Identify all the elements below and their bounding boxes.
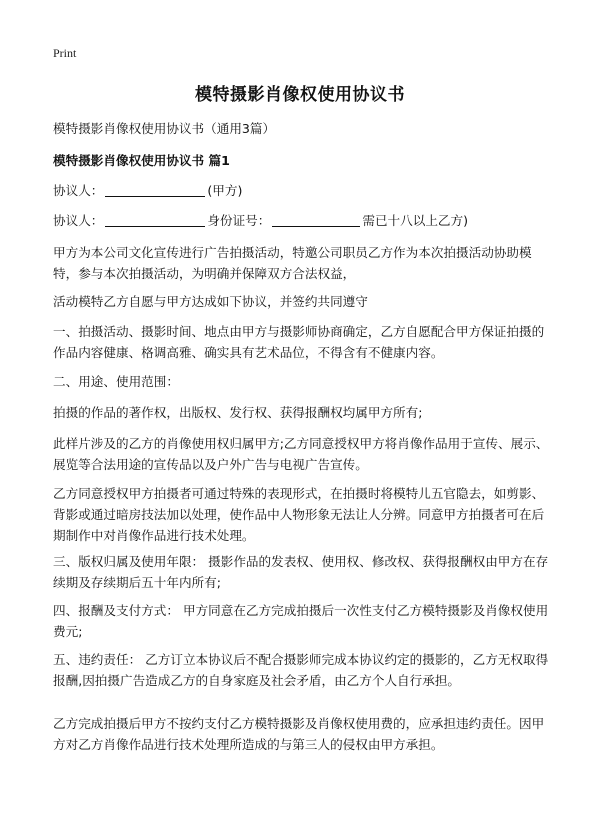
section-heading: 模特摄影肖像权使用协议书 篇1 [53,153,230,168]
party-a-label: 协议人： [53,183,104,198]
party-b-blank [105,212,205,227]
id-number-label: 身份证号： [207,213,271,228]
print-link[interactable]: Print [53,46,77,60]
party-a-suffix: (甲方) [207,183,243,198]
party-b-suffix: 需已十八以上乙方) [362,213,469,228]
paragraph-clause-3: 三、版权归属及使用年限： 摄影作品的发表权、使用权、修改权、获得报酬权由甲方在存续期及存续期后五十年内所有; [53,554,549,590]
party-a-blank [105,182,205,197]
paragraph-copyright: 拍摄的作品的著作权，出版权、发行权、获得报酬权均属甲方所有; [53,405,423,420]
party-b-label: 协议人： [53,213,104,228]
paragraph-clause-5: 五、违约责任： 乙方订立本协议后不配合摄影师完成本协议约定的摄影的，乙方无权取得报酬,因拍摄广告造成乙方的自身家庭及社会矛盾，由乙方个人自行承担。 [53,652,549,688]
document-subtitle: 模特摄影肖像权使用协议书（通用3篇） [53,121,276,136]
paragraph-portrait-rights: 此样片涉及的乙方的肖像使用权归属甲方;乙方同意授权甲方将肖像作品用于宣传、展示、展览等合法用途的宣传品以及户外广告与电视广告宣传。 [53,436,549,472]
paragraph-intro: 甲方为本公司文化宣传进行广告拍摄活动，特邀公司职员乙方作为本次拍摄活动协助模特，参与本次拍摄活动，为明确并保障双方合法权益， [53,245,532,281]
paragraph-clause-4: 四、报酬及支付方式： 甲方同意在乙方完成拍摄后一次性支付乙方模特摄影及肖像权使用费元; [53,603,549,639]
paragraph-breach: 乙方完成拍摄后甲方不按约支付乙方模特摄影及肖像权使用费的，应承担违约责任。因甲方对乙方肖像作品进行技术处理所造成的与第三人的侵权由甲方承担。 [53,716,545,752]
id-number-blank [272,212,360,227]
paragraph-agreement: 活动模特乙方自愿与甲方达成如下协议，并签约共同遵守 [53,294,368,309]
party-b-line [53,210,553,231]
paragraph-clause-2-heading: 二、用途、使用范围： [53,374,179,389]
document-title: 模特摄影肖像权使用协议书 [195,85,405,105]
paragraph-technical-processing: 乙方同意授权甲方拍摄者可通过特殊的表现形式，在拍摄时将模特儿五官隐去，如剪影、背影或通过暗房技法加以处理，使作品中人物形象无法让人分辨。同意甲方拍摄者可在后期制作中对肖像作品进行技术处理。 [53,486,545,543]
paragraph-clause-1: 一、拍摄活动、摄影时间、地点由甲方与摄影师协商确定，乙方自愿配合甲方保证拍摄的作品内容健康、格调高雅、确实具有艺术品位，不得含有不健康内容。 [53,324,545,360]
party-a-line [53,180,553,201]
